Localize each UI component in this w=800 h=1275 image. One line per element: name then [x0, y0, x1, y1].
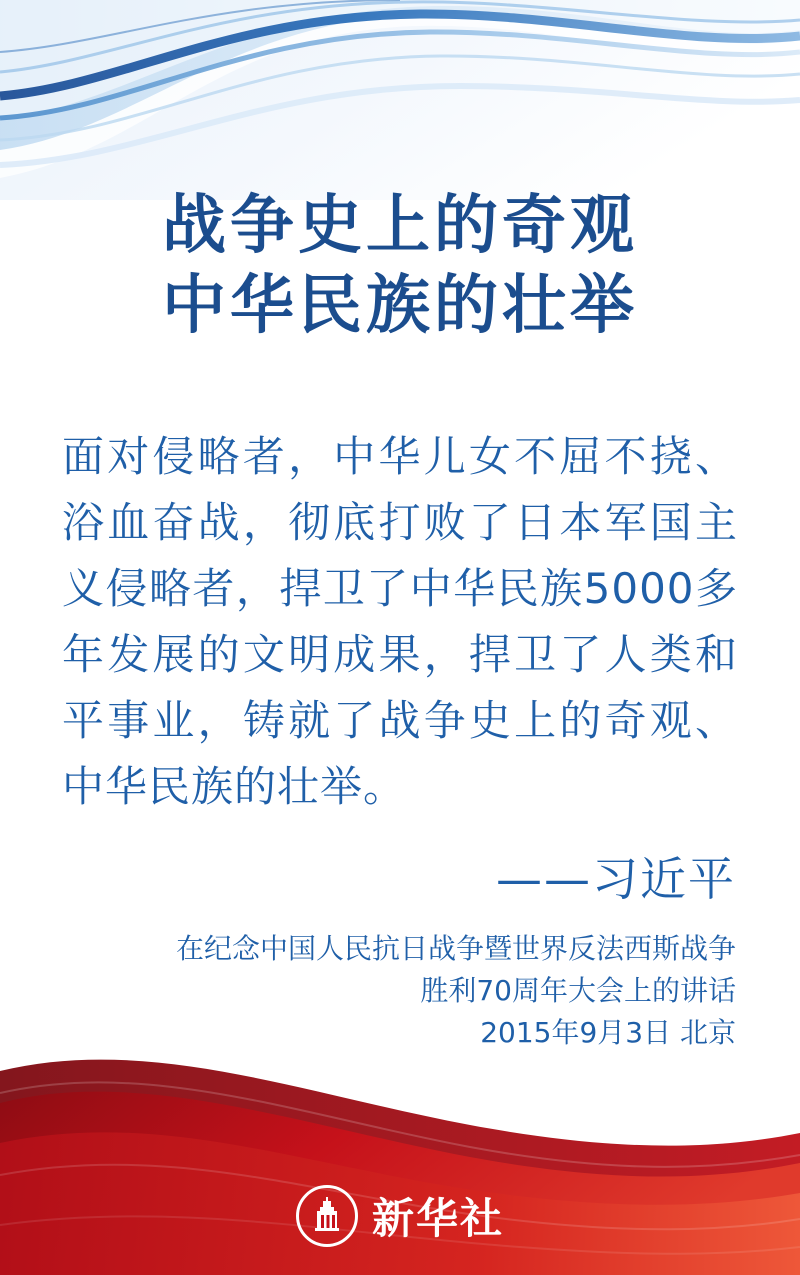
- quote-text: 面对侵略者，中华儿女不屈不挠、浴血奋战，彻底打败了日本军国主义侵略者，捍卫了中华民族5000多年发展的文明成果，捍卫了人类和平事业，铸就了战争史上的奇观、中华民族的壮举。: [62, 432, 738, 811]
- top-ribbon-decoration: [0, 0, 800, 200]
- date-place-line: 2015年9月3日 北京: [480, 1016, 736, 1049]
- title-line-2: 中华民族的壮举: [162, 269, 638, 343]
- occasion-line-1: 在纪念中国人民抗日战争暨世界反法西斯战争: [175, 932, 736, 965]
- title-line-1: 战争史上的奇观: [162, 189, 638, 263]
- occasion-line-2: 胜利70周年大会上的讲话: [420, 974, 736, 1007]
- quote-body: [62, 424, 738, 820]
- xinhua-logo: [0, 1185, 800, 1247]
- speaker-name: ——习近平: [496, 852, 736, 906]
- poster-title: [0, 186, 800, 346]
- xinhua-logo-text: 新华社: [371, 1194, 504, 1243]
- attribution: [36, 848, 736, 1054]
- xinhua-tower-icon: [296, 1185, 358, 1247]
